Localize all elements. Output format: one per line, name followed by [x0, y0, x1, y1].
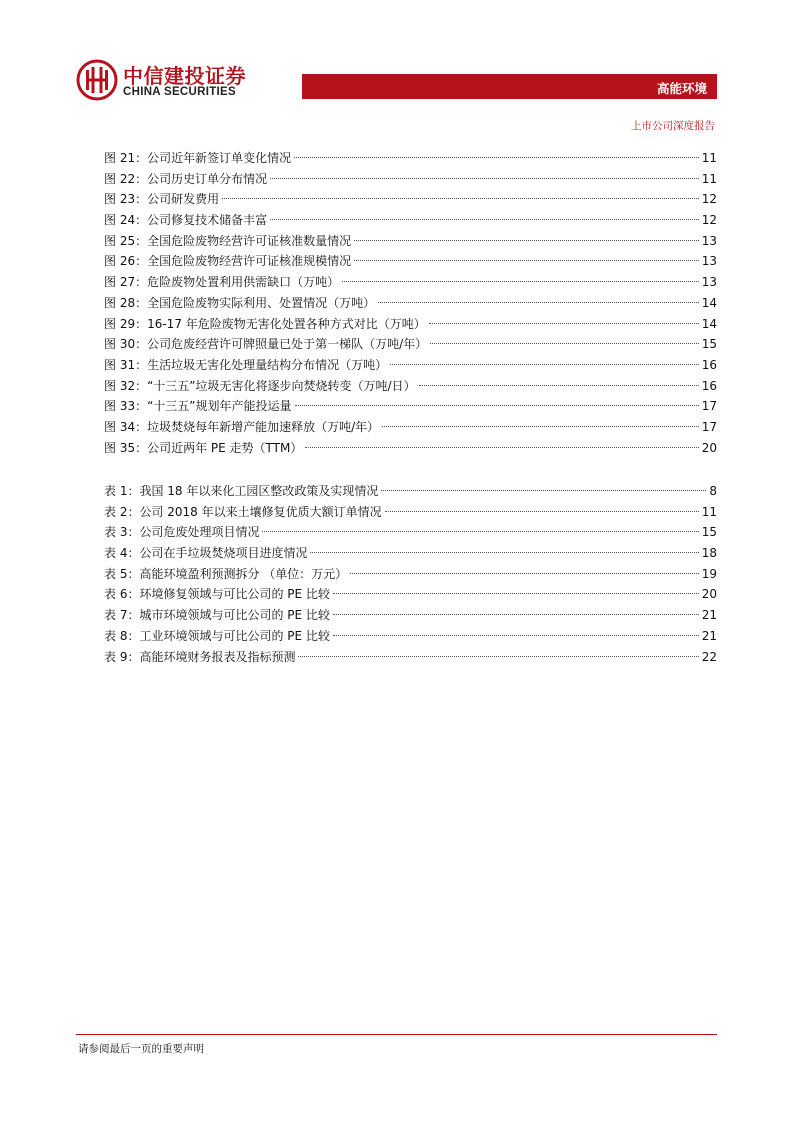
figure-list: [104, 148, 717, 458]
toc-entry-label: 图 34：垃圾焚烧每年新增产能加速释放（万吨/年）: [104, 419, 380, 434]
toc-figure-entry[interactable]: [104, 438, 717, 459]
header-bar: [302, 74, 717, 99]
toc-figure-entry[interactable]: [104, 272, 717, 293]
logo-text-cn: 中信建投证券: [123, 64, 246, 88]
toc-figure-entry[interactable]: [104, 169, 717, 190]
toc-entry-page: 17: [701, 399, 717, 414]
dot-leader: [333, 614, 699, 615]
dot-leader: [385, 511, 699, 512]
toc-figure-entry[interactable]: [104, 396, 717, 417]
toc-entry-label: 表 2：公司 2018 年以来土壤修复优质大额订单情况: [104, 504, 382, 519]
toc-entry-page: 8: [709, 484, 717, 498]
toc-figure-entry[interactable]: [104, 210, 717, 231]
toc-table-entry[interactable]: [104, 502, 717, 523]
toc-entry-label: 图 35：公司近两年 PE 走势（TTM）: [104, 440, 303, 455]
toc-figure-entry[interactable]: [104, 355, 717, 376]
toc-entry-page: 16: [701, 378, 717, 393]
toc-entry-label: 表 8：工业环境领域与可比公司的 PE 比较: [104, 628, 330, 643]
dot-leader: [270, 178, 699, 179]
toc-entry-label: 表 9：高能环境财务报表及指标预测: [104, 649, 296, 664]
toc-entry-label: 图 23：公司研发费用: [104, 192, 220, 207]
toc-entry-label: 图 33：“十三五”规划年产能投运量: [104, 399, 292, 414]
footer-disclaimer: 请参阅最后一页的重要声明: [78, 1043, 204, 1055]
toc-entry-label: 表 7：城市环境领域与可比公司的 PE 比较: [104, 608, 330, 623]
toc-entry-page: 15: [701, 525, 717, 540]
toc-entry-page: 20: [701, 587, 717, 602]
toc-table-entry[interactable]: [104, 543, 717, 564]
dot-leader: [429, 323, 699, 324]
toc-table-entry[interactable]: [104, 584, 717, 605]
dot-leader: [378, 302, 699, 303]
toc-entry-page: 15: [701, 337, 717, 352]
dot-leader: [390, 364, 699, 365]
china-securities-logo-icon: [76, 59, 118, 101]
toc-figure-entry[interactable]: [104, 314, 717, 335]
toc-entry-label: 图 22：公司历史订单分布情况: [104, 171, 268, 186]
toc-entry-label: 图 25：全国危险废物经营许可证核准数量情况: [104, 233, 352, 248]
toc-entry-page: 11: [701, 171, 717, 186]
toc-entry-label: 图 21：公司近年新签订单变化情况: [104, 151, 292, 165]
toc-entry-label: 表 4：公司在手垃圾焚烧项目进度情况: [104, 546, 308, 561]
dot-leader: [310, 552, 698, 553]
toc-entry-label: 图 30：公司危废经营许可牌照量已处于第一梯队（万吨/年）: [104, 337, 428, 352]
toc-entry-label: 图 29：16-17 年危险废物无害化处置各种方式对比（万吨）: [104, 316, 426, 331]
toc-table-entry[interactable]: [104, 564, 717, 585]
toc-entry-page: 16: [701, 357, 717, 372]
toc-entry-page: 12: [701, 192, 717, 207]
toc-entry-label: 表 5：高能环境盈利预测拆分 （单位：万元）: [104, 566, 348, 581]
toc-entry-page: 17: [701, 419, 717, 434]
toc-entry-page: 14: [701, 316, 717, 331]
dot-leader: [350, 573, 698, 574]
report-type: 上市公司深度报告: [631, 120, 715, 132]
logo-text-en: CHINA SECURITIES: [123, 86, 236, 98]
toc-entry-label: 图 24：公司修复技术储备丰富: [104, 213, 268, 228]
dot-leader: [354, 240, 699, 241]
dot-leader: [295, 405, 699, 406]
dot-leader: [333, 593, 699, 594]
toc-figure-entry[interactable]: [104, 231, 717, 252]
dot-leader: [354, 260, 699, 261]
dot-leader: [382, 426, 699, 427]
toc-figure-entry[interactable]: [104, 148, 717, 169]
toc-table-entry[interactable]: [104, 522, 717, 543]
toc-entry-page: 19: [701, 566, 717, 581]
dot-leader: [430, 343, 699, 344]
toc-figure-entry[interactable]: [104, 334, 717, 355]
company-logo: [76, 58, 251, 104]
toc-entry-page: 18: [701, 546, 717, 561]
dot-leader: [305, 447, 698, 448]
toc-table-entry[interactable]: [104, 626, 717, 647]
table-list: [104, 481, 717, 667]
dot-leader: [381, 490, 706, 491]
dot-leader: [419, 385, 699, 386]
dot-leader: [342, 281, 699, 282]
toc-entry-page: 20: [701, 440, 717, 455]
toc-table-entry[interactable]: [104, 605, 717, 626]
dot-leader: [298, 656, 698, 657]
dot-leader: [262, 531, 698, 532]
toc-entry-label: 图 31：生活垃圾无害化处理量结构分布情况（万吨）: [104, 357, 388, 372]
section-tag: 高能环境: [656, 81, 707, 96]
toc-entry-page: 11: [701, 151, 717, 165]
toc-entry-label: 表 6：环境修复领域与可比公司的 PE 比较: [104, 587, 330, 602]
toc-entry-label: 表 3：公司危废处理项目情况: [104, 525, 260, 540]
toc-table-entry[interactable]: [104, 481, 717, 502]
toc-table-entry[interactable]: [104, 647, 717, 668]
footer-divider: [76, 1034, 717, 1035]
toc-figure-entry[interactable]: [104, 189, 717, 210]
toc-entry-label: 图 28：全国危险废物实际利用、处置情况（万吨）: [104, 295, 376, 310]
toc-entry-label: 表 1：我国 18 年以来化工园区整改政策及实现情况: [104, 484, 379, 498]
toc-entry-page: 22: [701, 649, 717, 664]
toc-entry-page: 13: [701, 275, 717, 290]
toc-entry-label: 图 32：“十三五”垃圾无害化将逐步向焚烧转变（万吨/日）: [104, 378, 416, 393]
toc-entry-page: 12: [701, 213, 717, 228]
toc-figure-entry[interactable]: [104, 293, 717, 314]
toc-entry-page: 13: [701, 233, 717, 248]
toc-figure-entry[interactable]: [104, 417, 717, 438]
dot-leader: [294, 157, 699, 158]
toc-figure-entry[interactable]: [104, 251, 717, 272]
dot-leader: [270, 219, 699, 220]
dot-leader: [222, 198, 699, 199]
toc-entry-page: 14: [701, 295, 717, 310]
dot-leader: [333, 635, 699, 636]
toc-entry-page: 21: [701, 608, 717, 623]
toc-entry-page: 13: [701, 254, 717, 269]
toc-entry-label: 图 27：危险废物处置利用供需缺口（万吨）: [104, 275, 340, 290]
toc-entry-page: 11: [701, 504, 717, 519]
toc-entry-label: 图 26：全国危险废物经营许可证核准规模情况: [104, 254, 352, 269]
toc-entry-page: 21: [701, 628, 717, 643]
toc-figure-entry[interactable]: [104, 376, 717, 397]
